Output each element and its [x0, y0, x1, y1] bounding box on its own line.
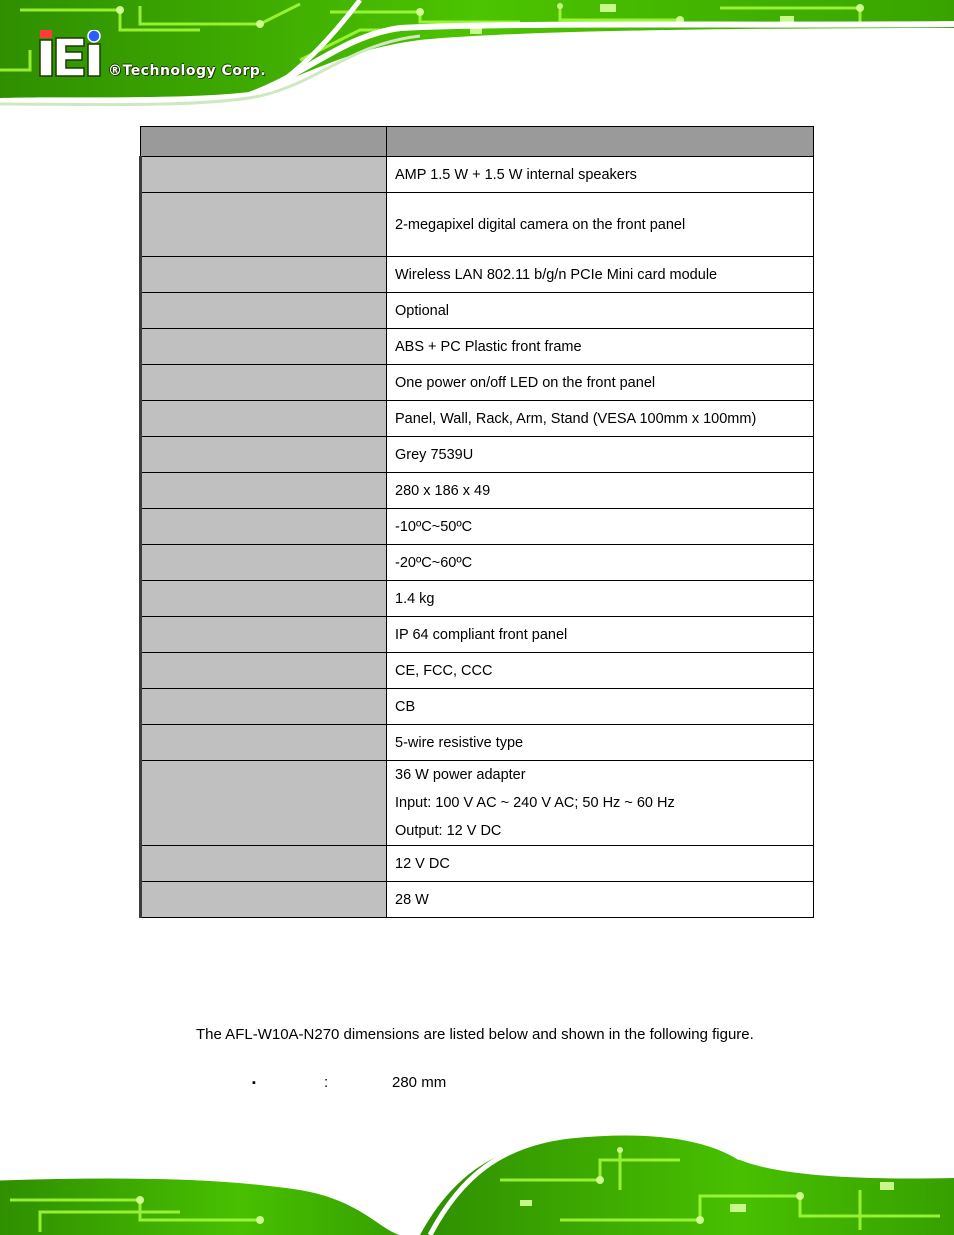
spec-label-cell: [141, 689, 387, 725]
spec-label-cell: [141, 157, 387, 193]
table-row: [141, 293, 814, 329]
table-row: [141, 653, 814, 689]
spec-value-line: 5-wire resistive type: [395, 734, 524, 751]
spec-value-cell: [387, 846, 814, 882]
dimensions-intro-paragraph: The AFL-W10A-N270 dimensions are listed below and shown in the following figure.: [196, 1026, 754, 1043]
table-row: [141, 689, 814, 725]
spec-label-cell: [141, 725, 387, 761]
spec-value-line: -20ºC~60ºC: [395, 554, 473, 571]
spec-value-line: Input: 100 V AC ~ 240 V AC; 50 Hz ~ 60 Hz: [395, 795, 675, 811]
spec-label-cell: [141, 846, 387, 882]
company-logo: [38, 30, 298, 82]
spec-value-line: ABS + PC Plastic front frame: [395, 338, 582, 355]
bullet-colon: :: [324, 1074, 329, 1091]
spec-value-cell: [387, 293, 814, 329]
table-row: [141, 329, 814, 365]
spec-label-cell: [141, 293, 387, 329]
spec-label-cell: [141, 365, 387, 401]
table-header-row: [141, 127, 814, 157]
spec-value-cell: [387, 401, 814, 437]
spec-value-line: Optional: [395, 302, 450, 319]
spec-value-cell: [387, 882, 814, 918]
spec-label-cell: [141, 882, 387, 918]
spec-value-line: IP 64 compliant front panel: [395, 626, 568, 643]
spec-label-cell: [141, 617, 387, 653]
spec-value-cell: [387, 725, 814, 761]
spec-value-cell: [387, 329, 814, 365]
spec-label-cell: [141, 473, 387, 509]
table-row: [141, 401, 814, 437]
spec-value-line: 2-megapixel digital camera on the front panel: [395, 216, 686, 233]
circuit-board-footer-graphic: [0, 1120, 954, 1235]
spec-value-cell: [387, 193, 814, 257]
spec-value-line: CE, FCC, CCC: [395, 662, 493, 679]
spec-label-cell: [141, 401, 387, 437]
spec-value-cell: [387, 157, 814, 193]
spec-label-cell: [141, 653, 387, 689]
table-row: [141, 581, 814, 617]
spec-label-cell: [141, 509, 387, 545]
table-row: [141, 157, 814, 193]
table-row: [141, 473, 814, 509]
table-row: [141, 617, 814, 653]
spec-value-line: CB: [395, 698, 416, 715]
specifications-table: [139, 126, 814, 918]
table-row: [141, 257, 814, 293]
table-row: [141, 846, 814, 882]
spec-value-cell: [387, 365, 814, 401]
spec-value-line: 1.4 kg: [395, 590, 435, 607]
page-footer-banner: [0, 1120, 954, 1235]
spec-label-cell: [141, 329, 387, 365]
table-row: [141, 437, 814, 473]
spec-value-line: Grey 7539U: [395, 446, 474, 463]
spec-label-cell: [141, 545, 387, 581]
spec-value-line: 12 V DC: [395, 855, 450, 872]
spec-value-line: Output: 12 V DC: [395, 823, 502, 839]
table-row: [141, 725, 814, 761]
spec-value-line: 36 W power adapter: [395, 767, 526, 783]
table-header-value-cell: [387, 127, 814, 157]
table-row: [141, 509, 814, 545]
width-value: 280 mm: [392, 1074, 447, 1091]
spec-value-line: 280 x 186 x 49: [395, 482, 491, 499]
spec-value-cell: [387, 257, 814, 293]
spec-value-cell: [387, 473, 814, 509]
spec-value-line: Wireless LAN 802.11 b/g/n PCIe Mini card module: [395, 266, 718, 283]
spec-label-cell: [141, 437, 387, 473]
page-header-banner: [0, 0, 954, 112]
bullet-icon: ▪: [252, 1077, 256, 1089]
spec-value-cell: [387, 437, 814, 473]
spec-value-cell: [387, 545, 814, 581]
table-row: [141, 545, 814, 581]
spec-label-cell: [141, 761, 387, 846]
company-name: ®Technology Corp.: [108, 63, 267, 79]
table-row: [141, 193, 814, 257]
table-row: [141, 761, 814, 846]
spec-value-line: AMP 1.5 W + 1.5 W internal speakers: [395, 166, 637, 183]
spec-value-cell: [387, 689, 814, 725]
spec-label-cell: [141, 257, 387, 293]
spec-value-cell: [387, 509, 814, 545]
spec-value-line: -10ºC~50ºC: [395, 518, 473, 535]
table-header-label-cell: [141, 127, 387, 157]
spec-value-cell: [387, 653, 814, 689]
spec-value-line: Panel, Wall, Rack, Arm, Stand (VESA 100mm x 100mm): [395, 410, 757, 427]
spec-label-cell: [141, 581, 387, 617]
spec-label-cell: [141, 193, 387, 257]
table-row: [141, 882, 814, 918]
spec-value-cell: [387, 581, 814, 617]
spec-value-line: 28 W: [395, 891, 429, 908]
table-row: [141, 365, 814, 401]
spec-value-cell: [387, 761, 814, 846]
spec-value-cell: [387, 617, 814, 653]
iei-logo-icon: [38, 30, 108, 78]
table-body: [141, 157, 814, 918]
spec-value-line: One power on/off LED on the front panel: [395, 374, 656, 391]
